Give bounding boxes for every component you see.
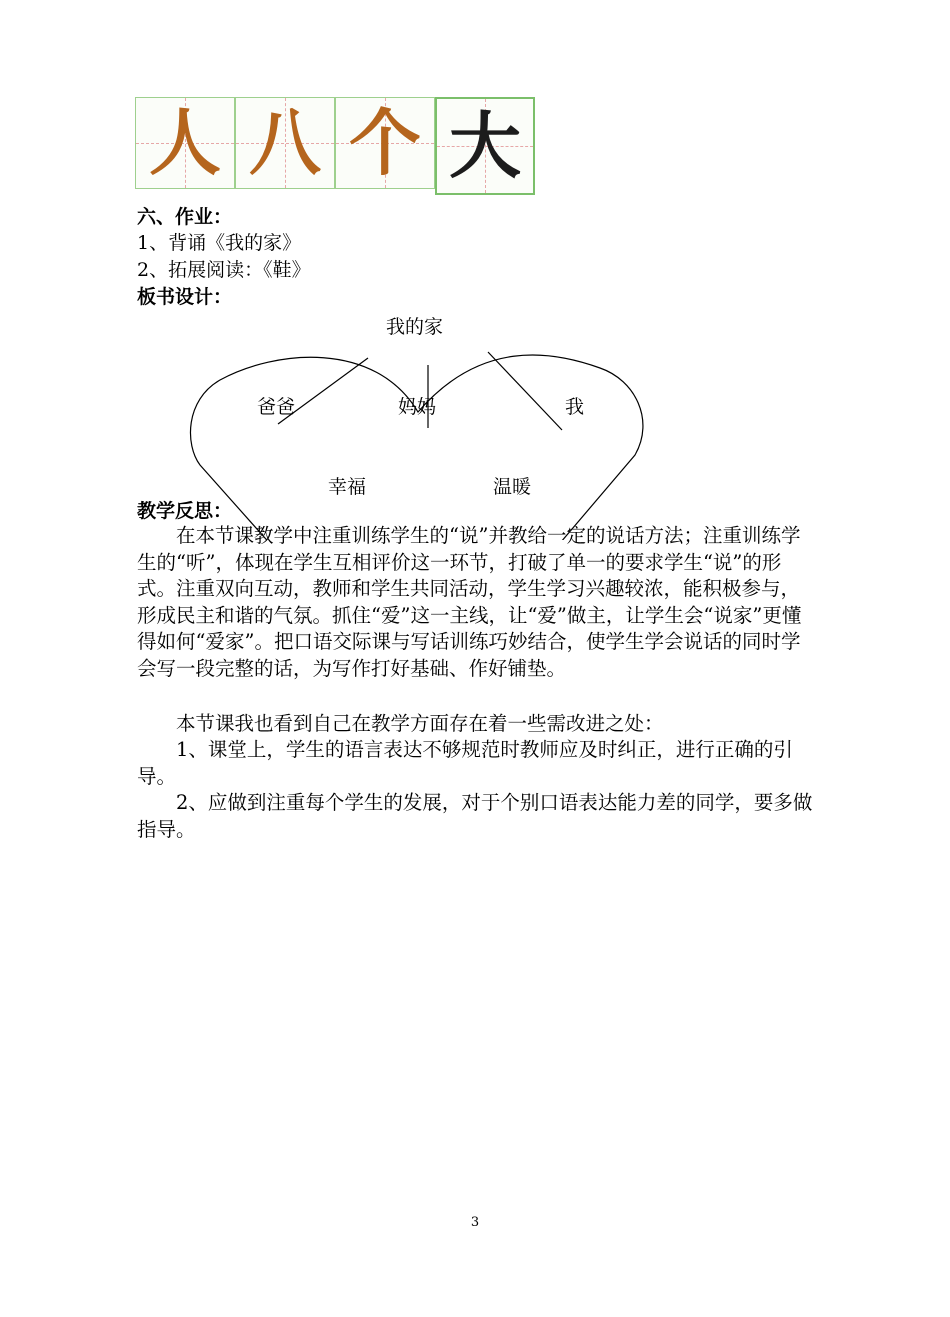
char-tile — [435, 97, 535, 195]
heart-outline — [190, 355, 642, 540]
board-diagram — [180, 300, 660, 540]
board-label-happiness: 幸福 — [328, 476, 367, 498]
page-number: 3 — [470, 1215, 480, 1230]
char-glyph: 八 — [248, 101, 321, 185]
character-practice-strip — [135, 97, 538, 195]
char-tile — [235, 97, 335, 189]
board-label-dad: 爸爸 — [257, 396, 296, 418]
board-label-mom: 妈妈 — [398, 396, 437, 418]
homework-item: 2、拓展阅读：《鞋》 — [137, 259, 311, 281]
char-glyph: 个 — [348, 101, 421, 185]
board-label-warmth: 温暖 — [493, 476, 532, 498]
char-tile — [335, 97, 435, 189]
board-label-me: 我 — [565, 396, 585, 418]
homework-heading: 六、作业： — [137, 206, 233, 228]
reflection-paragraph: 2、应做到注重每个学生的发展，对于个别口语表达能力差的同学，要多做指导。 — [137, 791, 813, 841]
diagonal-line-right — [488, 352, 562, 430]
board-title: 我的家 — [386, 316, 444, 338]
char-glyph: 大 — [448, 104, 521, 188]
char-glyph: 人 — [148, 101, 221, 185]
reflection-paragraph: 1、课堂上，学生的语言表达不够规范时教师应及时纠正，进行正确的引导。 — [137, 738, 793, 788]
reflection-paragraph: 在本节课教学中注重训练学生的“说”并教给一定的说话方法；注重训练学生的“听”，体现在学生互相评价这一环节，打破了单一的要求学生“说”的形式。注重双向互动，教师和学生共同活动，学生学习兴趣较浓，能积极参与，形成民主和谐的气氛。抓住“爱”这一主线，让“爱”做主，让学生会“说家”更懂得如何“爱家”。把口语交际课与写话训练巧妙结合，使学生学会说话的同时学会写一段完整的话，为写作打好基础、作好铺垫。 — [137, 524, 802, 680]
board-design-heading: 板书设计： — [137, 286, 233, 308]
char-tile — [135, 97, 235, 189]
reflection-paragraph: 本节课我也看到自己在教学方面存在着一些需改进之处： — [176, 712, 664, 735]
reflection-heading: 教学反思： — [137, 500, 233, 522]
homework-item: 1、背诵《我的家》 — [137, 232, 302, 254]
